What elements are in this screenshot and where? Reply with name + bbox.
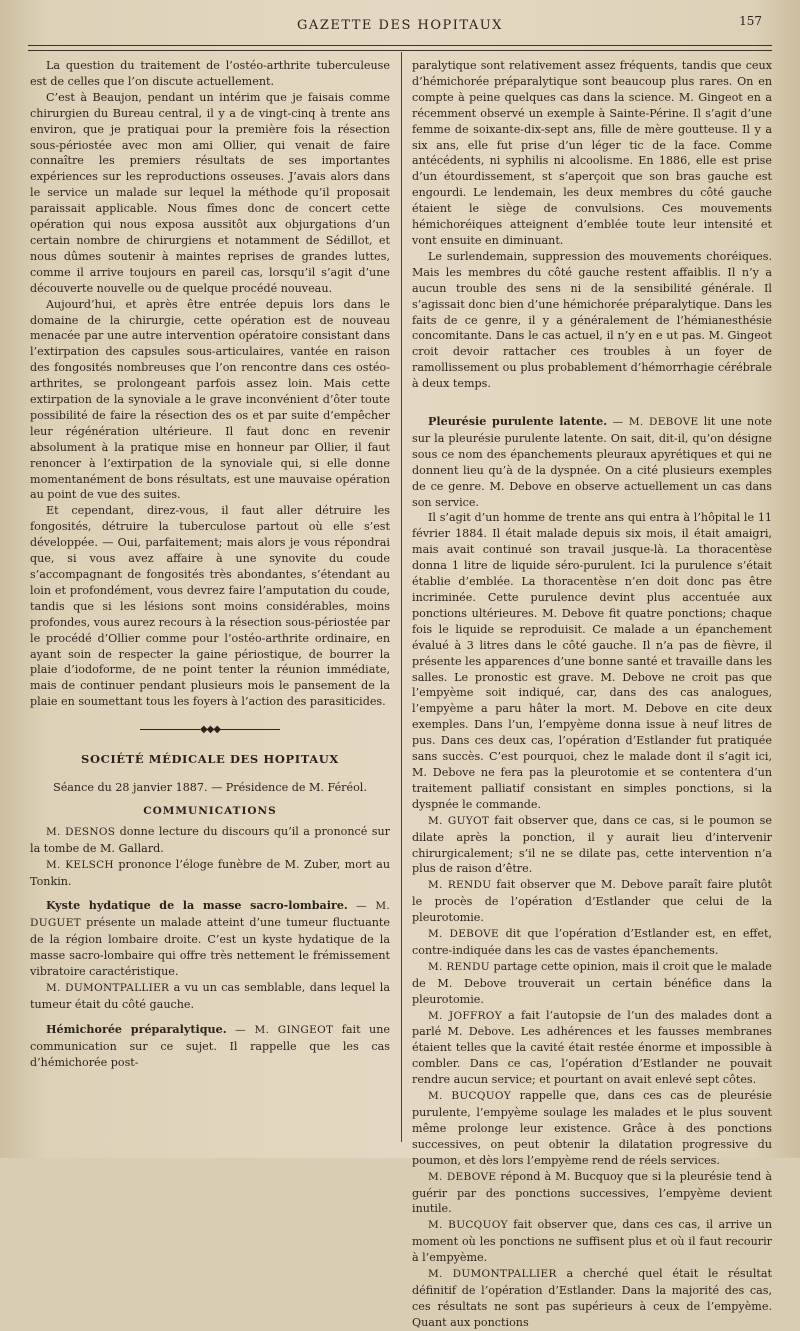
paragraph: C’est à Beaujon, pendant un intérim que je faisais comme chirurgien du Bureau central, il y a de vingt-cinq à trente ans environ, que je pratiquai pour la première fois la résection sous-périostée avec mon ami Ollier, qui venait de faire connaître les premiers résultats de ses importantes expériences sur les reproductions osseuses. J’avais alors dans le service un malade sur lequel la méthode qu’il proposait paraissait applicable. Nous fîmes donc de concert cette opération qui nous exposa aussitôt aux objurgations d’un certain nombre de chirurgiens et notamment de Sédillot, et nous dûmes soutenir à maintes reprises de grandes luttes, comme il arrive toujours en pareil cas, lorsqu’il s’agit d’une découverte nouvelle ou de quelque procédé nouveau. — [30, 90, 390, 295]
speaker-text: répond à M. Bucquoy que si la pleurésie tend à guérir par des ponctions successives, l’empyème devient inutile. — [412, 1169, 773, 1216]
speaker-text: lit une note sur la pleurésie purulente latente. On sait, dit-il, qu’on désigne sous ce nom des épanchements pleuraux apyrétiques et qui ne donnent lieu qu’à de la dyspnée. On a cité plusieurs exemples de ce genre. M. Debove en observe actuellement un cas dans son service. — [412, 415, 773, 509]
paragraph — [412, 926, 772, 959]
speaker-name: M. RENDU — [428, 879, 492, 892]
speaker-text: rappelle que, dans ces cas de pleurésie purulente, l’empyème soulage les malades et le plus souvent même prolonge leur existence. Grâce à des ponctions successives, on peut obtenir la dilatation progressive du poumon, et dès lors l’empyème rend de réels services. — [412, 1089, 772, 1167]
speaker-text: partage cette opinion, mais il croit que le malade de M. Debove trouverait un certain bénéfice dans la pleurotomie. — [412, 959, 773, 1006]
paragraph: Il s’agit d’un homme de trente ans qui entra à l’hôpital le 11 février 1884. Il était malade depuis six mois, il était amaigri, mais avait continué son travail jusque-là. La thoracentèse donna 1 litre de liquide séro-purulent. Ici la purulence s’était établie d’emblée. La thoracentèse n’en doit donc pas être incriminée. Cette purulence devint plus accentuée aux ponctions ultérieures. M. Debove fit quatre ponctions; chaque fois le liquide se reproduisit. Ce malade a un épanchement évalué à 3 litres dans le côté gauche. Il n’a pas de fièvre, il présente les apparences d’une bonne santé et travaille dans les salles. Le pronostic est grave. M. Debove ne croit pas que l’empyème soit indiqué, car, dans des cas analogues, l’empyème a paru hâter la mort. M. Debove en cite deux exemples. Dans l’un, l’empyème donna issue à neuf litres de pus. Dans ces deux cas, l’opération d’Estlander fut pratiquée sans succès. C’est pourquoi, chez le malade dont il s’agit ici, M. Debove ne fera pas la pleurotomie et se contentera d’un traitement palliatif consistant en simples ponctions, si la dyspnée le commande. — [412, 511, 772, 811]
topic-title: Kyste hydatique de la masse sacro-lombaire. — [46, 899, 348, 913]
paragraph — [412, 414, 772, 510]
paragraph — [412, 1088, 772, 1169]
paragraph — [412, 1217, 772, 1266]
header-rule — [28, 45, 772, 51]
paragraph — [30, 1022, 390, 1071]
paragraph — [30, 898, 390, 980]
speaker-text: a cherché quel était le résultat définitif de l’opération d’Estlander. Dans la majorité des cas, ces résultats ne sont pas supérieurs à ceux de l’empyème. Quant aux ponctions — [412, 1267, 772, 1329]
speaker-text: fait observer que M. Debove paraît faire plutôt le procès de l’opération d’Estlander que celui de la pleurotomie. — [412, 878, 772, 925]
ornament-divider: ◆◆◆ — [30, 722, 390, 738]
paragraph: paralytique sont relativement assez fréquents, tandis que ceux d’hémichorée préparalytique sont beaucoup plus rares. On en compte à peine quelques cas dans la science. M. Gingeot en a récemment observé un exemple à Sainte-Périne. Il s’agit d’une femme de soixante-dix-sept ans, fille de mère goutteuse. Il y a six ans, elle fut prise d’un léger tic de la face. Comme antécédents, ni syphilis ni alcoolisme. En 1886, elle est prise d’un étourdissement, st s’aperçoit que son bras gauche est engourdi. Le lendemain, les deux membres du côté gauche étaient le siège de convulsions. Ces mouvements hémichoréiques atteignent d’emblée toute leur intensité et vont ensuite en diminuant. — [412, 59, 772, 247]
left-column — [30, 58, 390, 1070]
speaker-text: donne lecture du discours qu’il a prononcé sur la tombe de M. Gallard. — [30, 824, 390, 855]
speaker-name: M. RENDU — [428, 960, 490, 973]
speaker-name: M. DEBOVE — [428, 928, 499, 941]
page-header — [28, 10, 772, 38]
speaker-text: fait observer que, dans ce cas, si le poumon se dilate après la ponction, il y aurait lieu d’intervenir chirurgicalement; s’il ne se dilate pas, cette intervention n’a plus de raison d’être. — [412, 813, 772, 876]
right-column — [412, 58, 772, 1331]
paragraph: Le surlendemain, suppression des mouvements choréiques. Mais les membres du côté gauche restent affaiblis. Il n’y a aucun trouble des sens ni de la sensibilité générale. Il s’agissait donc bien d’une hémichorée préparalytique. Dans les faits de ce genre, il y a généralement de l’hémianesthésie concomitante. Dans le cas actuel, il n’y en e ut pas. M. Gingeot croit devoir rattacher ces troubles à un foyer de ramollissement ou plus probablement d’hémorrhagie cérébrale à deux temps. — [412, 249, 772, 391]
session-line: Séance du 28 janvier 1887. — Présidence de M. Féréol. — [53, 780, 367, 794]
speaker-text: fait une communication sur ce sujet. Il rappelle que les cas d’hémichorée post- — [30, 1022, 390, 1069]
paragraph — [412, 959, 772, 1008]
paragraph — [412, 1008, 772, 1089]
page-number: 157 — [739, 14, 762, 28]
paragraph: Aujourd’hui, et après être entrée depuis lors dans le domaine de la chirurgie, cette opération est de nouveau menacée par une autre intervention opératoire consistant dans l’extirpation des capsules sous-articulaires, vantée en raison des fongosités nombreuses que l’on rencontre dans ces ostéo-arthrites, se prolongeant parfois assez loin. Mais cette extirpation de la synoviale a le grave inconvénient d’ôter toute possibilité de faire la résection des os et par suite d’empêcher leur régénération ultérieure. Il faut donc en revenir absolument à la pratique mise en honneur par Ollier, il faut renoncer à l’extirpation de la synoviale qui, si elle donne momentanément de bons résultats, est une mauvaise opération au point de vue des suites. — [30, 297, 390, 502]
speaker-name: — M. DUGUET — [30, 900, 391, 930]
speaker-text: prononce l’éloge funèbre de M. Zuber, mort au Tonkin. — [30, 857, 390, 888]
paragraph — [412, 1169, 772, 1218]
speaker-text: fait observer que, dans ces cas, il arrive un moment où les ponctions ne suffisent plus et où il faut recourir à l’empyème. — [412, 1218, 772, 1265]
speaker-name: — M. GINGEOT — [226, 1023, 334, 1036]
paragraph — [412, 877, 772, 926]
speaker-name: M. GUYOT — [428, 814, 490, 827]
paragraph — [30, 857, 390, 890]
paragraph — [412, 813, 772, 878]
speaker-text: dit que l’opération d’Estlander est, en effet, contre-indiquée dans les cas de vastes épanchements. — [412, 927, 772, 957]
topic-title: Hémichorée préparalytique. — [46, 1022, 227, 1036]
speaker-name: M. DEBOVE — [428, 1170, 497, 1183]
speaker-name: M. DESNOS — [46, 825, 116, 838]
speaker-text: a vu un cas semblable, dans lequel la tumeur était du côté gauche. — [30, 980, 390, 1011]
section-heading: SOCIÉTÉ MÉDICALE DES HOPITAUX — [81, 752, 339, 767]
running-title: GAZETTE DES HOPITAUX — [297, 18, 503, 33]
speaker-name: M. KELSCH — [46, 858, 114, 871]
topic-title: Pleurésie purulente latente. — [428, 415, 608, 429]
speaker-name: — M. DEBOVE — [607, 416, 699, 429]
paragraph — [30, 824, 390, 857]
speaker-name: M. BUCQUOY — [428, 1090, 512, 1103]
paragraph — [30, 980, 390, 1013]
speaker-name: M. BUCQUOY — [428, 1219, 508, 1232]
speaker-name: M. DUMONTPALLIER — [46, 981, 170, 994]
communications-heading: COMMUNICATIONS — [143, 804, 277, 817]
speaker-text: présente un malade atteint d’une tumeur fluctuante de la région lombaire droite. C’est un kyste hydatique de la masse sacro-lombaire qui offre très nettement le frémissement vibratoire caractéristique. — [30, 916, 390, 979]
paragraph — [412, 1266, 772, 1331]
paragraph: Et cependant, direz-vous, il faut aller détruire les fongosités, détruire la tuberculose partout où elle s’est développée. — Oui, parfaitement; mais alors je vous répondrai que, si vous avez affaire à une synovite du coude s’accompagnant de fongosités très abondantes, s’étendant au loin et profondément, vous devrez faire l’amputation du coude, tandis que si les lésions sont moins considérables, moins profondes, vous aurez recours à la résection sous-périostée par le procédé d’Ollier comme pour l’ostéo-arthrite ordinaire, en ayant soin de respecter la gaine périostique, de bourrer la plaie d’iodoforme, de ne point tenter la réunion immédiate, mais de continuer pendant plusieurs mois le pansement de la plaie en soumettant tous les foyers à l’action des parasiticides. — [30, 504, 390, 709]
paragraph: La question du traitement de l’ostéo-arthrite tuberculeuse est de celles que l’on discute actuellement. — [30, 59, 390, 88]
speaker-text: a fait l’autopsie de l’un des malades dont a parlé M. Debove. Les adhérences et les fausses membranes étaient telles que la cavité était restée énorme et impossible à combler. Dans ce cas, l’opération d’Estlander ne pouvait rendre aucun service; et pourtant on avait enlevé sept côtes. — [412, 1008, 772, 1087]
column-divider — [401, 52, 402, 1142]
speaker-name: M. JOFFROY — [428, 1009, 502, 1022]
speaker-name: M. DUMONTPALLIER — [428, 1268, 557, 1281]
